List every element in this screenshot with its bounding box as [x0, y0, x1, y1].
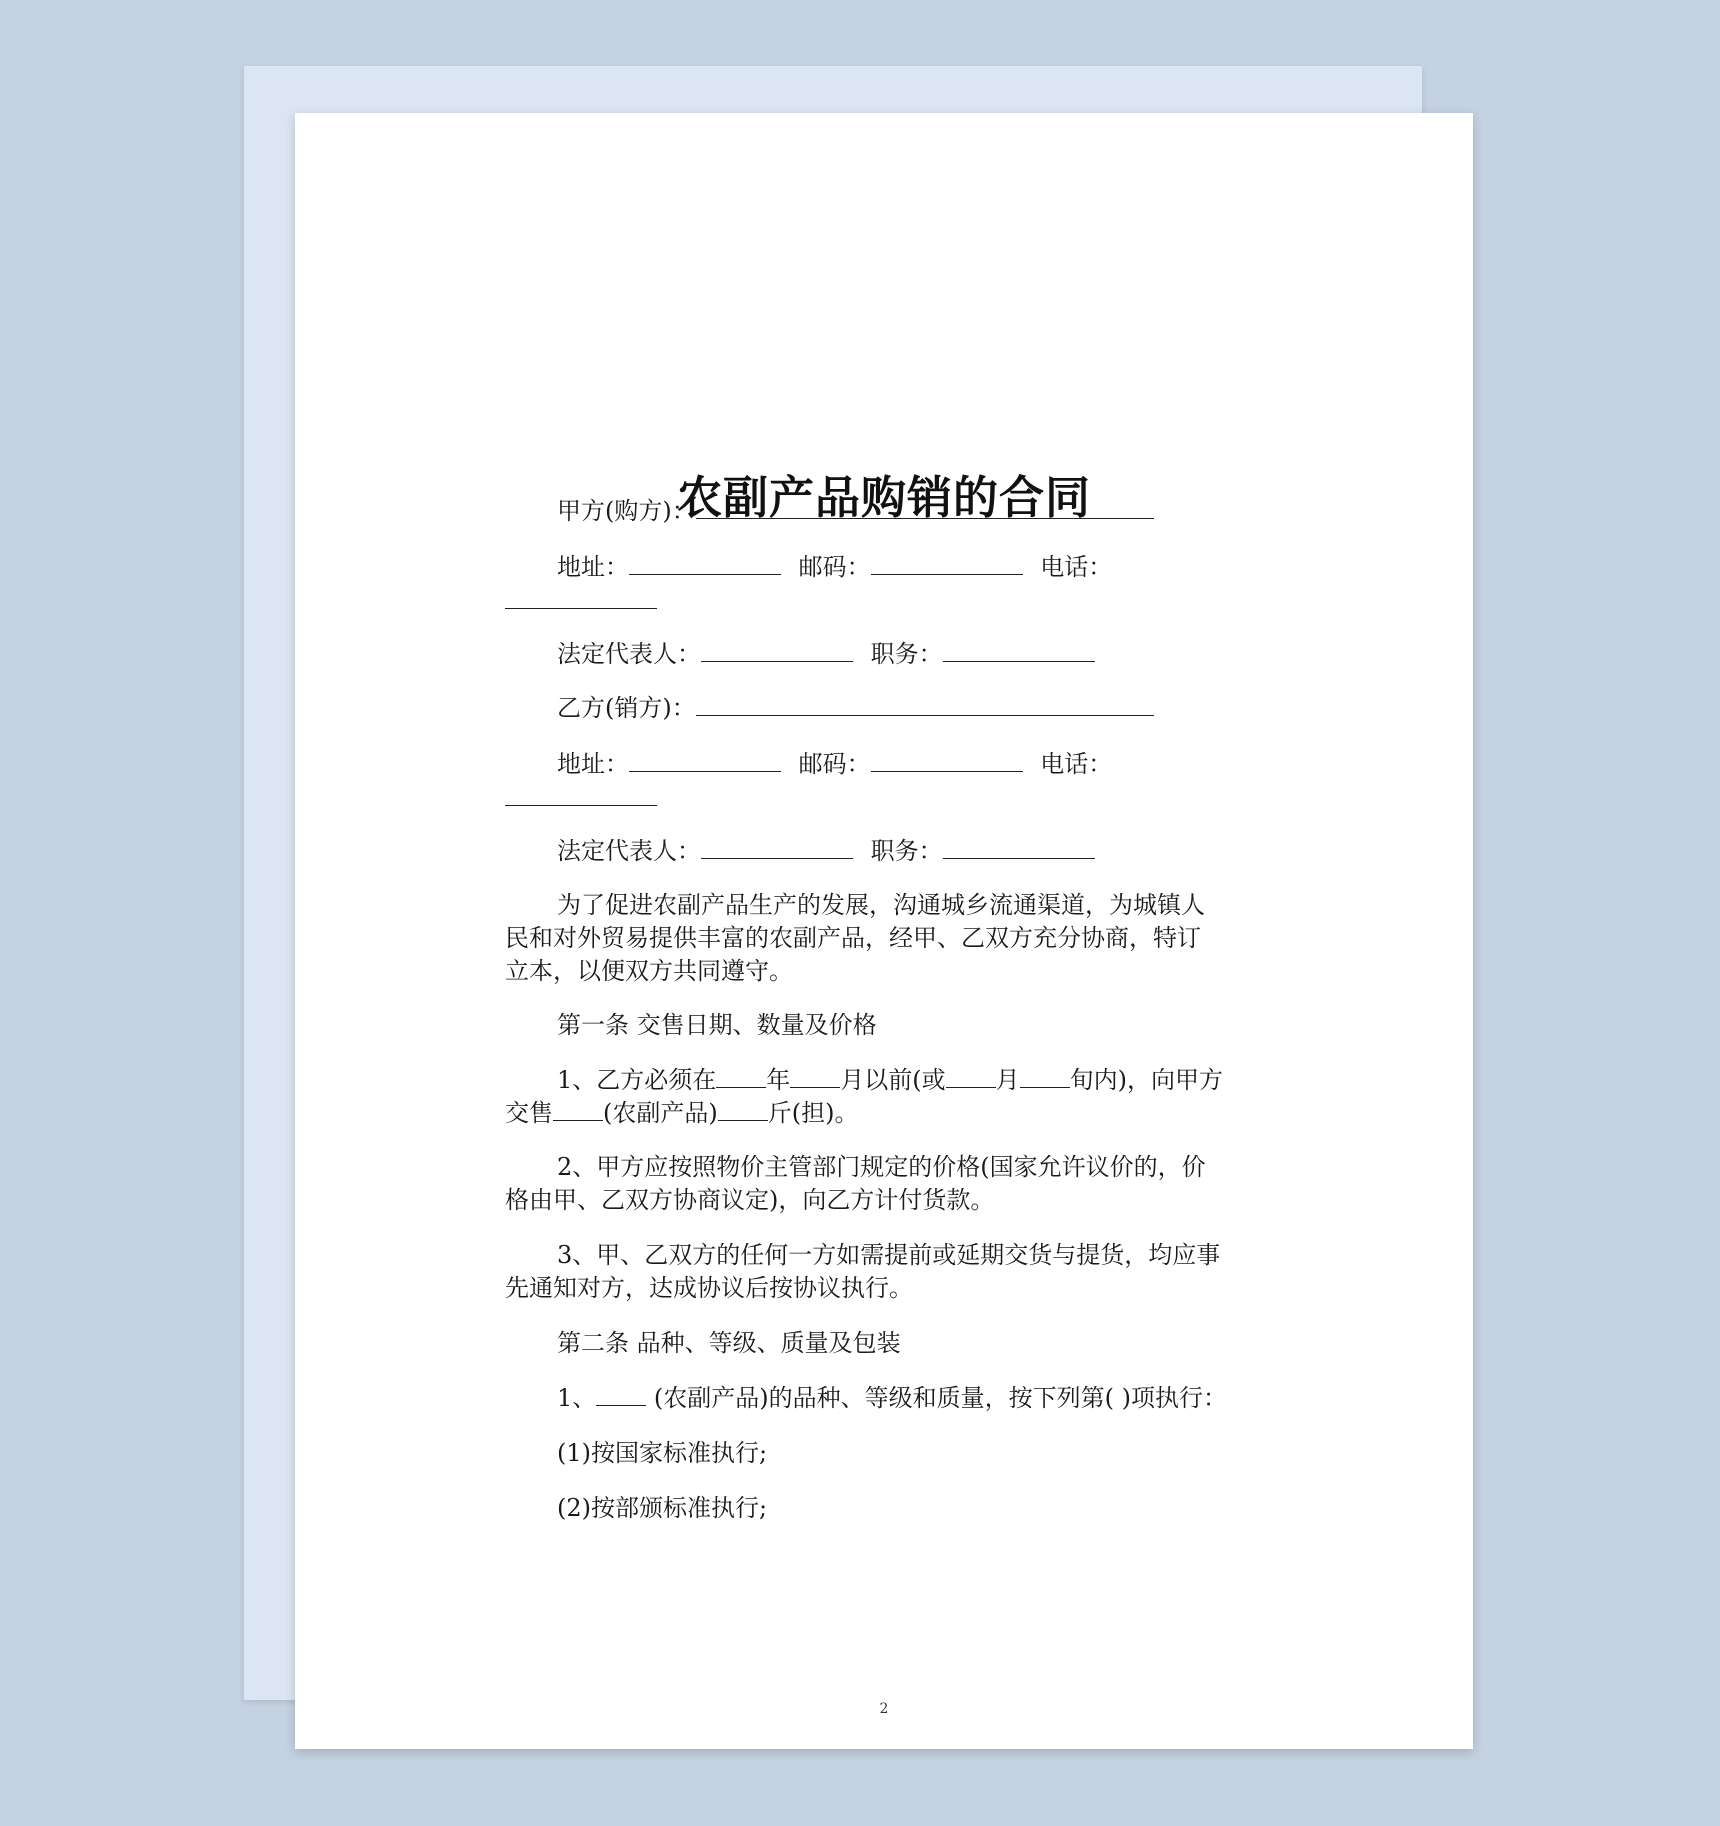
article1-item1	[505, 1064, 1275, 1130]
text-segment: 斤(担)。	[767, 1099, 859, 1127]
party-a-contact-line	[505, 551, 1112, 584]
page-number: 2	[879, 1701, 889, 1717]
article2-option1: (1)按国家标准执行;	[557, 1439, 768, 1467]
party-b-contact-line	[505, 748, 1112, 781]
party-b-postcode-blank	[871, 749, 1023, 772]
article1-item1-line1	[505, 1064, 1275, 1097]
article1-heading: 第一条 交售日期、数量及价格	[557, 1011, 877, 1039]
article1-item2	[505, 1151, 1275, 1217]
product-blank	[596, 1383, 646, 1406]
party-a-position-blank	[943, 639, 1095, 662]
article1-item3	[505, 1239, 1275, 1305]
party-a-rep-line	[505, 638, 1095, 671]
party-a-rep-blank	[701, 639, 853, 662]
party-a-name-line	[505, 495, 1154, 528]
quantity-blank	[718, 1098, 768, 1121]
paragraph-line: 3、甲、乙双方的任何一方如需提前或延期交货与提货，均应事	[557, 1241, 1221, 1269]
party-a-postcode-blank	[871, 552, 1023, 575]
text-segment: 1、乙方必须在	[557, 1066, 717, 1094]
product-blank	[553, 1098, 603, 1121]
party-a-postcode-label: 邮码：	[798, 553, 871, 581]
month-blank	[790, 1065, 840, 1088]
preamble-line: 民和对外贸易提供丰富的农副产品，经甲、乙双方充分协商，特订	[505, 924, 1201, 952]
article1-item1-line2	[505, 1097, 1275, 1130]
party-a-phone-line	[505, 585, 657, 618]
party-b-position-label: 职务：	[870, 837, 943, 865]
text-segment: (农副产品)	[603, 1099, 718, 1127]
party-b-address-label: 地址：	[557, 750, 629, 778]
text-segment: 旬内)，向甲方	[1069, 1066, 1224, 1094]
party-a-phone-label: 电话：	[1040, 553, 1113, 581]
text-segment: 月	[995, 1066, 1020, 1094]
party-a-position-label: 职务：	[870, 640, 943, 668]
preamble-line: 立本，以便双方共同遵守。	[505, 957, 793, 985]
party-b-name-blank	[696, 693, 1154, 716]
text-segment: 1、	[557, 1384, 597, 1412]
text-segment: 年	[766, 1066, 791, 1094]
party-b-rep-blank	[701, 836, 853, 859]
party-a-address-label: 地址：	[557, 553, 629, 581]
page-title: 农副产品购销的合同	[676, 471, 1091, 524]
article2-heading: 第二条 品种、等级、质量及包装	[557, 1329, 901, 1357]
party-b-postcode-label: 邮码：	[798, 750, 871, 778]
text-segment: 交售	[505, 1099, 553, 1127]
party-a-phone-blank	[505, 586, 657, 609]
article2-option2: (2)按部颁标准执行;	[557, 1494, 768, 1522]
party-a-address-blank	[629, 552, 781, 575]
party-b-address-blank	[629, 749, 781, 772]
party-b-position-blank	[943, 836, 1095, 859]
preamble-line: 为了促进农副产品生产的发展，沟通城乡流通渠道，为城镇人	[557, 891, 1205, 919]
paragraph-line: 先通知对方，达成协议后按协议执行。	[505, 1274, 913, 1302]
party-a-rep-label: 法定代表人：	[557, 640, 701, 668]
party-b-phone-label: 电话：	[1040, 750, 1113, 778]
party-b-name-line	[505, 692, 1154, 725]
party-b-name-label: 乙方(销方)：	[557, 694, 696, 722]
party-a-name-label: 甲方(购方)：	[557, 497, 696, 525]
party-b-rep-label: 法定代表人：	[557, 837, 701, 865]
year-blank	[716, 1065, 766, 1088]
text-segment: 月以前(或	[840, 1066, 946, 1094]
period-blank	[1020, 1065, 1070, 1088]
party-a-name-blank	[696, 496, 1154, 519]
contract-body	[505, 0, 1275, 1826]
article2-item1	[505, 1382, 1227, 1415]
paragraph-line: 2、甲方应按照物价主管部门规定的价格(国家允许议价的，价	[557, 1153, 1206, 1181]
paragraph-line: 格由甲、乙双方协商议定)，向乙方计付货款。	[505, 1186, 995, 1214]
preamble-paragraph	[505, 889, 1275, 988]
party-b-phone-line	[505, 782, 657, 815]
party-b-phone-blank	[505, 783, 657, 806]
alt-month-blank	[946, 1065, 996, 1088]
text-segment: (农副产品)的品种、等级和质量，按下列第( )项执行：	[646, 1384, 1227, 1412]
party-b-rep-line	[505, 835, 1095, 868]
